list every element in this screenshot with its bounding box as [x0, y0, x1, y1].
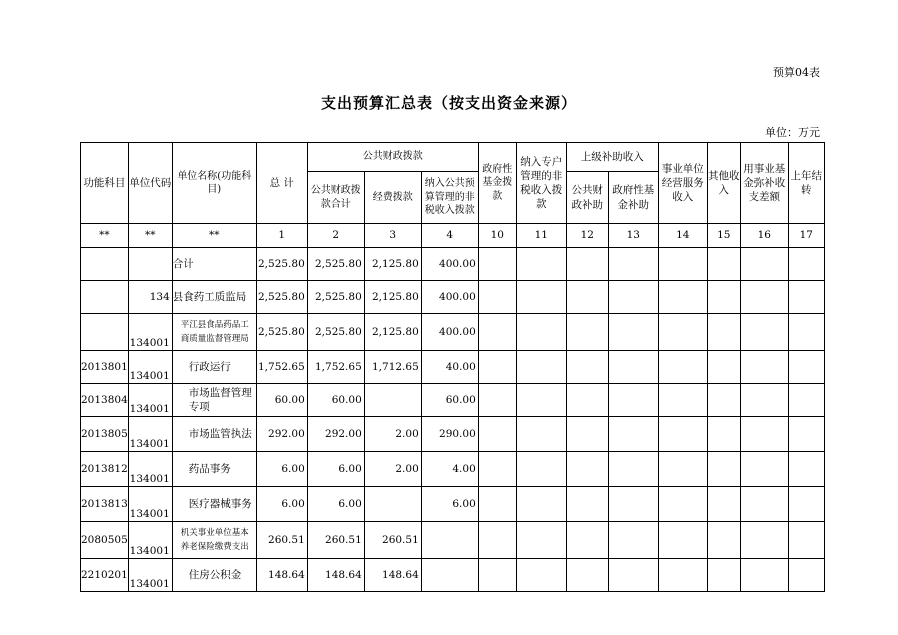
table-row [81, 314, 825, 351]
cell-pf-total: 1,752.65 [307, 351, 364, 384]
cell-total: 260.51 [256, 522, 307, 559]
page-title: 支出预算汇总表（按支出资金来源） [320, 94, 577, 112]
cell-unit-name: 平江县食品药品工商质量监督管理局 [172, 314, 256, 351]
cell-total: 60.00 [256, 384, 307, 417]
cell-non-tax: 400.00 [421, 314, 478, 351]
cell-unit-code: 134 [128, 281, 172, 314]
table-row [81, 417, 825, 452]
cell-unit-code: 134001 [128, 314, 172, 351]
header-total: 总 计 [256, 143, 307, 224]
table-row [81, 487, 825, 522]
cell-non-tax: 4.00 [421, 452, 478, 487]
table-row [81, 522, 825, 559]
header-public-fiscal-total: 公共财政拨款合计 [307, 172, 364, 224]
cell-non-tax [421, 559, 478, 592]
cell-unit-name: 药品事务 [172, 452, 256, 487]
form-number: 预算04表 [773, 66, 820, 79]
cell-funding: 2.00 [364, 452, 421, 487]
cell-pf-total: 60.00 [307, 384, 364, 417]
index-cell: 2 [307, 224, 364, 248]
cell-total: 2,525.80 [256, 314, 307, 351]
index-cell: ** [128, 224, 172, 248]
header-carryover: 上年结转 [788, 143, 824, 224]
cell-unit-name: 机关事业单位基本养老保险缴费支出 [172, 522, 256, 559]
unit-label: 单位：万元 [765, 126, 820, 139]
cell-funding: 2.00 [364, 417, 421, 452]
index-cell: 3 [364, 224, 421, 248]
cell-unit-name: 市场监管执法 [172, 417, 256, 452]
index-cell: ** [172, 224, 256, 248]
header-other: 其他收入 [707, 143, 740, 224]
index-cell: 1 [256, 224, 307, 248]
cell-func-code: 2013805 [81, 417, 129, 452]
index-cell: 10 [478, 224, 516, 248]
cell-unit-name: 县食药工质监局 [172, 281, 256, 314]
cell-total: 2,525.80 [256, 248, 307, 281]
cell-func-code [81, 248, 129, 281]
cell-pf-total: 2,525.80 [307, 314, 364, 351]
header-non-tax: 纳入公共预算管理的非税收入拨款 [421, 172, 478, 224]
cell-total: 148.64 [256, 559, 307, 592]
cell-pf-total: 2,525.80 [307, 281, 364, 314]
cell-non-tax: 60.00 [421, 384, 478, 417]
cell-unit-code: 134001 [128, 559, 172, 592]
header-business: 事业单位经营服务收入 [658, 143, 707, 224]
table-row [81, 384, 825, 417]
header-unit-code: 单位代码 [128, 143, 172, 224]
index-cell: 13 [608, 224, 658, 248]
cell-unit-name: 合计 [172, 248, 256, 281]
table-row [81, 351, 825, 384]
cell-func-code: 2013804 [81, 384, 129, 417]
header-superior-subsidy: 上级补助收入 [566, 143, 658, 172]
cell-funding [364, 384, 421, 417]
cell-func-code [81, 281, 129, 314]
cell-pf-total: 260.51 [307, 522, 364, 559]
cell-pf-total: 6.00 [307, 452, 364, 487]
cell-unit-code: 134001 [128, 351, 172, 384]
cell-funding: 1,712.65 [364, 351, 421, 384]
cell-total: 292.00 [256, 417, 307, 452]
table-row [81, 248, 825, 281]
cell-unit-code: 134001 [128, 487, 172, 522]
header-unit-name: 单位名称(功能科目) [172, 143, 256, 224]
cell-unit-name: 住房公积金 [172, 559, 256, 592]
cell-total: 6.00 [256, 452, 307, 487]
cell-unit-code: 134001 [128, 384, 172, 417]
cell-funding: 2,125.80 [364, 314, 421, 351]
index-cell: ** [81, 224, 129, 248]
cell-func-code: 2013801 [81, 351, 129, 384]
cell-unit-name: 行政运行 [172, 351, 256, 384]
index-cell: 11 [516, 224, 566, 248]
index-cell: 17 [788, 224, 824, 248]
table-row [81, 281, 825, 314]
cell-non-tax [421, 522, 478, 559]
budget-table [80, 142, 825, 592]
header-public-fiscal: 公共财政拨款 [307, 143, 478, 172]
cell-funding: 2,125.80 [364, 281, 421, 314]
cell-pf-total: 292.00 [307, 417, 364, 452]
cell-func-code: 2080505 [81, 522, 129, 559]
index-cell: 15 [707, 224, 740, 248]
index-cell: 12 [566, 224, 608, 248]
cell-pf-total: 2,525.80 [307, 248, 364, 281]
table-row [81, 452, 825, 487]
cell-non-tax: 400.00 [421, 248, 478, 281]
cell-funding: 2,125.80 [364, 248, 421, 281]
index-cell: 14 [658, 224, 707, 248]
cell-unit-code [128, 248, 172, 281]
header-gov-fund: 政府性基金拨款 [478, 143, 516, 224]
cell-unit-code: 134001 [128, 522, 172, 559]
cell-func-code: 2013812 [81, 452, 129, 487]
cell-func-code: 2013813 [81, 487, 129, 522]
table-row [81, 559, 825, 592]
cell-unit-code: 134001 [128, 417, 172, 452]
cell-non-tax: 400.00 [421, 281, 478, 314]
cell-non-tax: 290.00 [421, 417, 478, 452]
cell-func-code [81, 314, 129, 351]
cell-total: 6.00 [256, 487, 307, 522]
cell-non-tax: 6.00 [421, 487, 478, 522]
header-special-non-tax: 纳入专户管理的非税收入拨款 [516, 143, 566, 224]
index-cell: 16 [740, 224, 788, 248]
cell-funding [364, 487, 421, 522]
cell-unit-name: 市场监督管理专项 [172, 384, 256, 417]
index-cell: 4 [421, 224, 478, 248]
cell-funding: 148.64 [364, 559, 421, 592]
cell-unit-name: 医疗器械事务 [172, 487, 256, 522]
cell-unit-code: 134001 [128, 452, 172, 487]
cell-total: 2,525.80 [256, 281, 307, 314]
cell-non-tax: 40.00 [421, 351, 478, 384]
header-reserve: 用事业基金弥补收支差额 [740, 143, 788, 224]
header-sup-public: 公共财政补助 [566, 172, 608, 224]
header-funding: 经费拨款 [364, 172, 421, 224]
cell-funding: 260.51 [364, 522, 421, 559]
cell-func-code: 2210201 [81, 559, 129, 592]
cell-pf-total: 148.64 [307, 559, 364, 592]
header-func-code: 功能科目 [81, 143, 129, 224]
header-sup-gov-fund: 政府性基金补助 [608, 172, 658, 224]
cell-pf-total: 6.00 [307, 487, 364, 522]
cell-total: 1,752.65 [256, 351, 307, 384]
